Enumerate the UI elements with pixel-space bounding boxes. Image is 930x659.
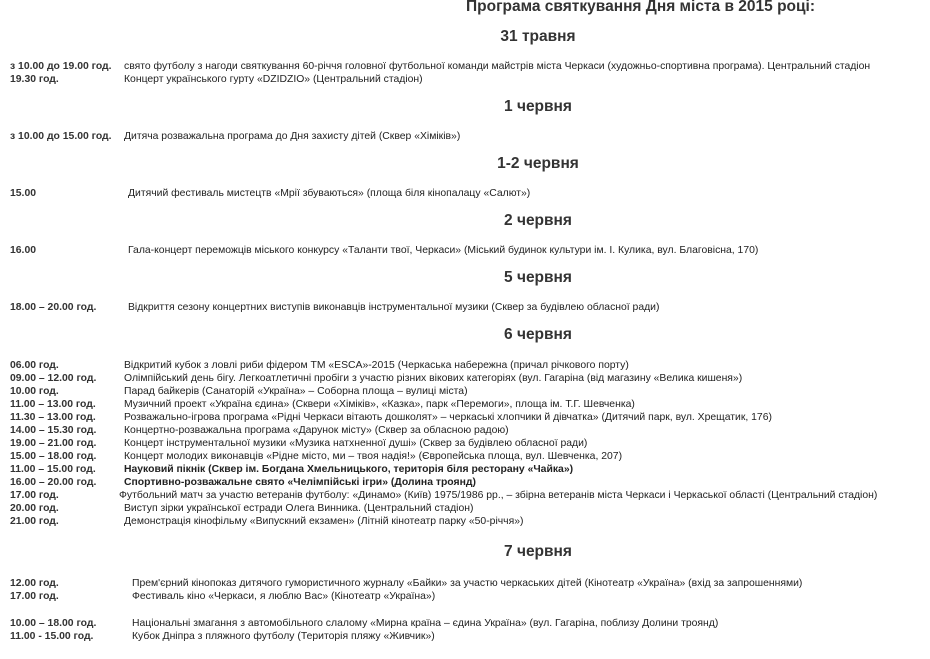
event-description: Національні змагання з автомобільного слалому «Мирна країна – єдина Україна» (вул. Гагаріна, поблизу Долини троянд): [132, 618, 719, 629]
event-time: з 10.00 до 15.00 год.: [10, 131, 112, 142]
day-heading: 5 червня: [504, 269, 572, 286]
event-row: [0, 590, 930, 603]
day-heading: 31 травня: [500, 28, 576, 45]
event-description: Дитячий фестиваль мистецтв «Мрії збуваються» (площа біля кінопалацу «Салют»): [128, 188, 531, 199]
event-time: 10.00 – 18.00 год.: [10, 618, 97, 629]
event-time: 11.00 - 15.00 год.: [10, 631, 94, 642]
day-heading: 6 червня: [504, 326, 572, 343]
event-time: 10.00 год.: [10, 386, 59, 397]
event-time: 18.00 – 20.00 год.: [10, 302, 97, 313]
event-row: [0, 398, 930, 411]
event-description: Розважально-ігрова програма «Рідні Черкаси вітають дошколят» – черкаські хлопчики й дівчатка» (Дитячий парк, вул. Хрещатик, 176): [124, 412, 772, 423]
event-row: [0, 130, 930, 143]
event-time: 15.00 – 18.00 год.: [10, 451, 97, 462]
event-description: Виступ зірки української естради Олега Винника. (Центральний стадіон): [124, 503, 474, 514]
event-row: [0, 489, 930, 502]
event-row: [0, 372, 930, 385]
event-row: [0, 385, 930, 398]
event-row: [0, 60, 930, 73]
event-row: [0, 617, 930, 630]
day-heading: 1 червня: [504, 98, 572, 115]
event-description: Концерт інструментальної музики «Музика натхненної душі» (Сквер за будівлею обласної ради): [124, 438, 588, 449]
day-heading: 1-2 червня: [497, 155, 579, 172]
event-description: Концерт українського гурту «DZIDZIO» (Центральний стадіон): [124, 74, 423, 85]
event-row: [0, 577, 930, 590]
event-description: Концерт молодих виконавців «Рідне місто, ми – твоя надія!» (Європейська площа, вул. Шевченка, 207): [124, 451, 623, 462]
event-description: Фестиваль кіно «Черкаси, я люблю Вас» (Кінотеатр «Україна»): [132, 591, 436, 602]
event-time: 09.00 – 12.00 год.: [10, 373, 97, 384]
event-time: 06.00 год.: [10, 360, 59, 371]
page-title: Програма святкування Дня міста в 2015 році:: [466, 0, 816, 15]
event-description: Демонстрація кінофільму «Випускний екзамен» (Літній кінотеатр парку «50-річчя»): [124, 516, 524, 527]
event-time: 14.00 – 15.30 год.: [10, 425, 97, 436]
event-row: [0, 630, 930, 643]
event-time: 17.00 год.: [10, 591, 59, 602]
event-description: Футбольний матч за участю ветеранів футболу: «Динамо» (Київ) 1975/1986 рр., – збірна ветеранів міста Черкаси і Черкаської області (Центральний стадіон): [119, 490, 878, 501]
event-description: Прем'єрний кінопоказ дитячого гумористичного журналу «Байки» за участю черкаських дітей (Кінотеатр «Україна» (вхід за запрошеннями): [132, 578, 803, 589]
event-row: [0, 359, 930, 372]
event-time: 11.00 – 13.00 год.: [10, 399, 96, 410]
event-row: [0, 437, 930, 450]
event-time: 19.30 год.: [10, 74, 59, 85]
event-time: 16.00 – 20.00 год.: [10, 477, 97, 488]
event-description: Олімпійський день бігу. Легкоатлетичні пробіги з участю різних вікових категоріях (вул. Гагаріна (від магазину «Велика кишеня»): [124, 373, 743, 384]
event-description: Музичний проект «Україна єдина» (Сквери «Хіміків», «Казка», парк «Перемоги», площа ім. Т.Г. Шевченка): [124, 399, 635, 410]
event-time: 16.00: [10, 245, 37, 256]
event-row: [0, 424, 930, 437]
event-description: Відкриття сезону концертних виступів виконавців інструментальної музики (Сквер за будівлею обласної ради): [128, 302, 660, 313]
event-description: Науковий пікнік (Сквер ім. Богдана Хмельницького, територія біля ресторану «Чайка»): [124, 464, 574, 475]
event-row: [0, 515, 930, 528]
event-row: [0, 463, 930, 476]
event-description: Гала-концерт переможців міського конкурсу «Таланти твої, Черкаси» (Міський будинок культури ім. І. Кулика, вул. Благовісна, 170): [128, 245, 759, 256]
event-time: 19.00 – 21.00 год.: [10, 438, 97, 449]
event-time: 15.00: [10, 188, 37, 199]
event-row: [0, 450, 930, 463]
event-row: [0, 244, 930, 257]
event-row: [0, 502, 930, 515]
event-time: 17.00 год.: [10, 490, 59, 501]
event-description: Дитяча розважальна програма до Дня захисту дітей (Сквер «Хіміків»): [124, 131, 461, 142]
event-time: 12.00 год.: [10, 578, 59, 589]
event-time: 20.00 год.: [10, 503, 59, 514]
event-row: [0, 301, 930, 314]
event-row: [0, 73, 930, 86]
event-description: свято футболу з нагоди святкування 60-річчя головної футбольної команди майстрів міста Черкаси (художньо-спортивна програма). Центральний стадіон: [124, 61, 871, 72]
event-row: [0, 411, 930, 424]
event-row: [0, 187, 930, 200]
event-time: 21.00 год.: [10, 516, 59, 527]
event-description: Кубок Дніпра з пляжного футболу (Територія пляжу «Живчик»): [132, 631, 435, 642]
event-description: Парад байкерів (Санаторій «Україна» – Соборна площа – вулиці міста): [124, 386, 468, 397]
event-row: [0, 476, 930, 489]
day-heading: 7 червня: [504, 543, 572, 560]
day-heading: 2 червня: [504, 212, 572, 229]
event-time: 11.00 – 15.00 год.: [10, 464, 96, 475]
event-description: Спортивно-розважальне свято «Челімпійські ігри» (Долина троянд): [124, 477, 476, 488]
event-description: Відкритий кубок з ловлі риби фідером ТМ «ESCA»-2015 (Черкаська набережна (причал річкового порту): [124, 360, 629, 371]
event-time: з 10.00 до 19.00 год.: [10, 61, 112, 72]
event-time: 11.30 – 13.00 год.: [10, 412, 96, 423]
event-description: Концертно-розважальна програма «Дарунок місту» (Сквер за обласною радою): [124, 425, 509, 436]
